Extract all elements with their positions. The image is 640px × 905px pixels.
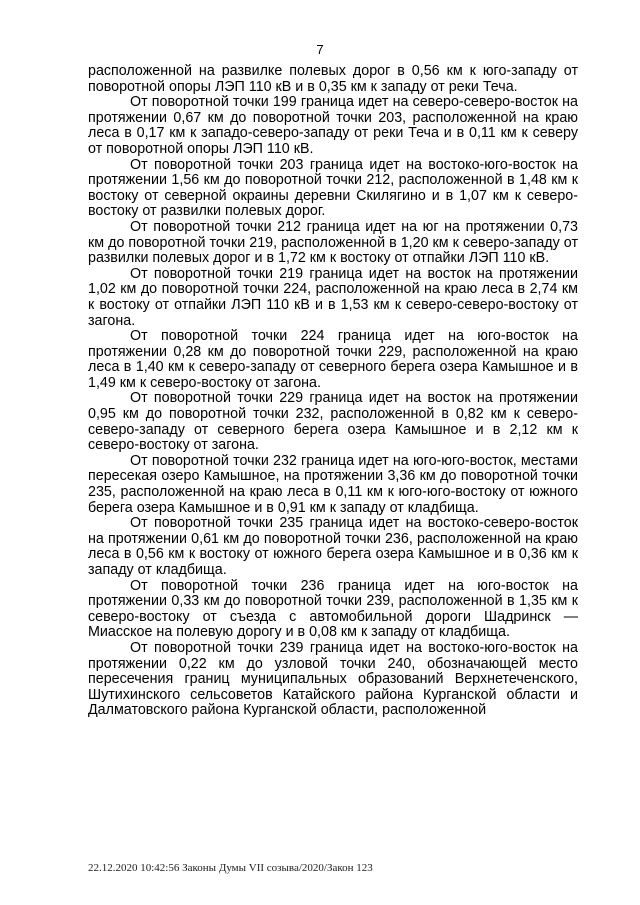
document-footer: 22.12.2020 10:42:56 Законы Думы VII созыва/2020/Закон 123 — [88, 862, 373, 874]
paragraph: расположенной на развилке полевых дорог в 0,56 км к юго-западу от поворотной опоры ЛЭП 110 кВ и в 0,35 км к западу от реки Теча. — [88, 63, 578, 95]
paragraph: От поворотной точки 219 граница идет на восток на протяжении 1,02 км до поворотной точки 224, расположенной на краю леса в 2,74 км к востоку от отпайки ЛЭП 110 кВ и в 1,53 км к северо-северо-востоку от загона. — [88, 265, 578, 329]
paragraph: От поворотной точки 235 граница идет на востоко-северо-восток на протяжении 0,61 км до поворотной точки 236, расположенной на краю леса в 0,56 км к востоку от южного берега озера Камышное и в 0,36 км к западу от кладбища. — [88, 515, 578, 578]
paragraph: От поворотной точки 229 граница идет на восток на протяжении 0,95 км до поворотной точки 232, расположенной в 0,82 км к северо-северо-западу от северного берега озера Камышное и в 2,12 км к северо-востоку от загона. — [88, 390, 578, 454]
paragraph: От поворотной точки 232 граница идет на юго-юго-восток, местами пересекая озеро Камышное, на протяжении 3,36 км до поворотной точки 235, расположенной на краю леса в 0,11 км к юго-юго-востоку от южного берега озера Камышное и в 0,91 км к западу от кладбища. — [88, 452, 578, 516]
paragraph: От поворотной точки 203 граница идет на востоко-юго-восток на протяжении 1,56 км до поворотной точки 212, расположенной в 1,48 км к востоку от северной окраины деревни Скилягино и в 1,07 км к северо-востоку от развилки полевых дорог. — [88, 156, 578, 220]
document-body — [88, 64, 578, 719]
paragraph: От поворотной точки 236 граница идет на юго-восток на протяжении 0,33 км до поворотной точки 239, расположенной в 1,35 км к северо-востоку от съезда с автомобильной дороги Шадринск — Миасское на полевую дорогу и в 0,08 км к западу от кладбища. — [88, 577, 578, 641]
paragraph: От поворотной точки 224 граница идет на юго-восток на протяжении 0,28 км до поворотной точки 229, расположенной на краю леса в 1,40 км к северо-западу от северного берега озера Камышное и в 1,49 км к северо-востоку от загона. — [88, 328, 578, 391]
paragraph: От поворотной точки 199 граница идет на северо-северо-восток на протяжении 0,67 км до поворотной точки 203, расположенной на краю леса в 0,17 км к западо-северо-западу от реки Теча и в 0,11 км к северу от поворотной опоры ЛЭП 110 кВ. — [88, 94, 578, 157]
paragraph: От поворотной точки 239 граница идет на востоко-юго-восток на протяжении 0,22 км до узловой точки 240, обозначающей место пересечения границ муниципальных образований Верхнетеченского, Шутихинского сельсоветов Катайского района Курганской области и Далматовского района Курганской области, расположенной — [88, 639, 578, 719]
paragraph: От поворотной точки 212 граница идет на юг на протяжении 0,73 км до поворотной точки 219, расположенной в 1,20 км к северо-западу от развилки полевых дорог и в 1,72 км к востоку от отпайки ЛЭП 110 кВ. — [88, 218, 578, 267]
page-number: 7 — [316, 42, 324, 57]
